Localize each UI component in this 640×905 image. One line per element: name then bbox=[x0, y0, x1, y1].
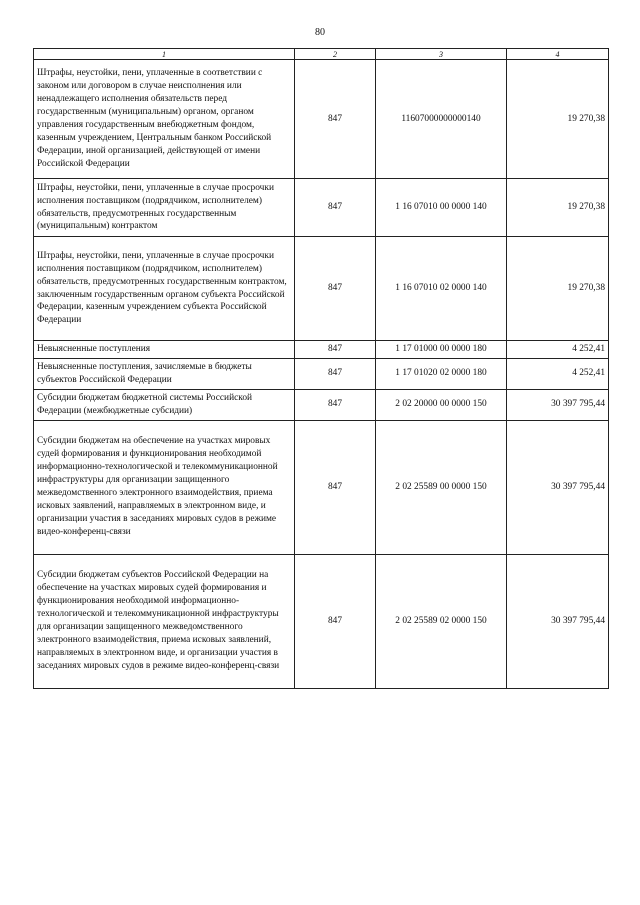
row-description: Штрафы, неустойки, пени, уплаченные в соответствии с законом или договором в случае неисполнения или ненадлежащего исполнения обязательств перед государственным (муниципальным) органом, органом управления государственным внебюджетным фондом, казенным учреждением, Центральным банком Российской Федерации, иной организацией, действующей от имени Российской Федерации bbox=[34, 60, 295, 179]
row-amount: 4 252,41 bbox=[507, 358, 609, 389]
column-header-2: 2 bbox=[295, 49, 376, 60]
row-budget-code: 2 02 20000 00 0000 150 bbox=[376, 389, 507, 420]
table-row bbox=[34, 420, 609, 554]
row-description: Штрафы, неустойки, пени, уплаченные в случае просрочки исполнения поставщиком (подрядчиком, исполнителем) обязательств, предусмотренных государственным (муниципальным) контрактом bbox=[34, 179, 295, 237]
table-row bbox=[34, 341, 609, 359]
row-description: Субсидии бюджетам бюджетной системы Российской Федерации (межбюджетные субсидии) bbox=[34, 389, 295, 420]
table-row bbox=[34, 554, 609, 688]
row-admin-code: 847 bbox=[295, 554, 376, 688]
row-amount: 19 270,38 bbox=[507, 237, 609, 341]
row-description: Невыясненные поступления bbox=[34, 341, 295, 359]
row-description: Субсидии бюджетам субъектов Российской Федерации на обеспечение на участках мировых судей формирования и функционирования необходимой информационно-технологической и телекоммуникационной инфраструктуры для организации защищенного межведомственного электронного взаимодействия, приема исковых заявлений, направляемых в электронном виде, и организации участия в заседаниях мировых судов в режиме видео-конференц-связи bbox=[34, 554, 295, 688]
row-amount: 19 270,38 bbox=[507, 179, 609, 237]
row-admin-code: 847 bbox=[295, 60, 376, 179]
row-admin-code: 847 bbox=[295, 179, 376, 237]
row-admin-code: 847 bbox=[295, 389, 376, 420]
row-amount: 30 397 795,44 bbox=[507, 420, 609, 554]
row-budget-code: 1 17 01000 00 0000 180 bbox=[376, 341, 507, 359]
row-budget-code: 1 16 07010 00 0000 140 bbox=[376, 179, 507, 237]
table-row bbox=[34, 179, 609, 237]
row-budget-code: 1 16 07010 02 0000 140 bbox=[376, 237, 507, 341]
row-budget-code: 2 02 25589 00 0000 150 bbox=[376, 420, 507, 554]
row-admin-code: 847 bbox=[295, 341, 376, 359]
table-row bbox=[34, 358, 609, 389]
row-amount: 30 397 795,44 bbox=[507, 389, 609, 420]
row-admin-code: 847 bbox=[295, 237, 376, 341]
table-row bbox=[34, 389, 609, 420]
row-admin-code: 847 bbox=[295, 358, 376, 389]
row-budget-code: 11607000000000140 bbox=[376, 60, 507, 179]
column-header-4: 4 bbox=[507, 49, 609, 60]
column-header-1: 1 bbox=[34, 49, 295, 60]
page-number: 80 bbox=[315, 27, 325, 38]
table-row bbox=[34, 60, 609, 179]
row-description: Субсидии бюджетам на обеспечение на участках мировых судей формирования и функционирования необходимой информационно-технологической и телекоммуникационной инфраструктуры для организации защищенного межведомственного электронного взаимодействия, приема исковых заявлений, направляемых в электронном виде, и организации участия в заседаниях мировых судов в режиме видео-конференц-связи bbox=[34, 420, 295, 554]
row-description: Невыясненные поступления, зачисляемые в бюджеты субъектов Российской Федерации bbox=[34, 358, 295, 389]
row-budget-code: 1 17 01020 02 0000 180 bbox=[376, 358, 507, 389]
budget-revenue-table bbox=[33, 48, 609, 689]
row-amount: 30 397 795,44 bbox=[507, 554, 609, 688]
row-amount: 4 252,41 bbox=[507, 341, 609, 359]
row-budget-code: 2 02 25589 02 0000 150 bbox=[376, 554, 507, 688]
row-description: Штрафы, неустойки, пени, уплаченные в случае просрочки исполнения поставщиком (подрядчиком, исполнителем) обязательств, предусмотренных государственным контрактом, заключенным государственным органом субъекта Российской Федерации, казенным учреждением субъекта Российской Федерации bbox=[34, 237, 295, 341]
column-header-3: 3 bbox=[376, 49, 507, 60]
row-amount: 19 270,38 bbox=[507, 60, 609, 179]
table-header-row bbox=[34, 49, 609, 60]
row-admin-code: 847 bbox=[295, 420, 376, 554]
table-row bbox=[34, 237, 609, 341]
